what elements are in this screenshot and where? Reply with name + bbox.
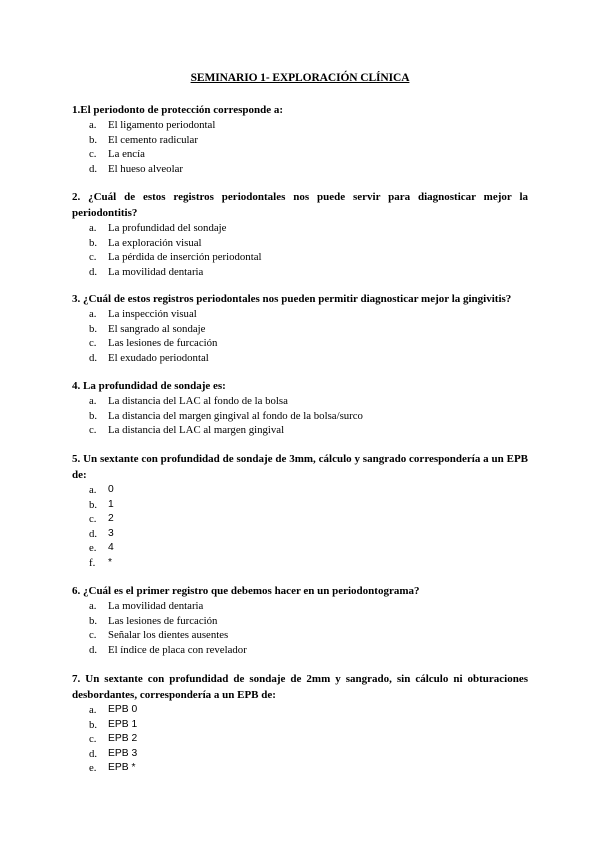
option-text: Señalar los dientes ausentes [108, 629, 229, 642]
option-item [72, 643, 528, 658]
option-item [72, 599, 528, 614]
option-letter: c. [89, 148, 97, 161]
question-text: 6. ¿Cuál es el primer registro que debemos hacer en un periodontograma? [72, 585, 420, 597]
question-1 [72, 102, 528, 176]
option-letter: c. [89, 513, 97, 526]
option-text: EPB * [108, 762, 136, 774]
option-letter: d. [89, 643, 98, 656]
option-letter: b. [89, 133, 98, 146]
option-text: La movilidad dentaria [108, 600, 204, 612]
option-item [72, 483, 528, 498]
option-letter: b. [89, 409, 98, 422]
option-letter: b. [89, 236, 98, 249]
option-letter: a. [89, 395, 97, 407]
option-letter: d. [89, 351, 98, 364]
question-text: 4. La profundidad de sondaje es: [72, 380, 226, 392]
option-item [72, 614, 528, 629]
option-list [72, 483, 528, 571]
option-text: La movilidad dentaria [108, 265, 204, 278]
option-list [72, 703, 528, 776]
option-list [72, 118, 528, 176]
option-text: El ligamento periodontal [108, 119, 216, 131]
option-item [72, 250, 528, 265]
option-text: 3 [108, 527, 114, 539]
option-text: El cemento radicular [108, 133, 198, 146]
option-text: El exudado periodontal [108, 351, 209, 364]
option-text: Las lesiones de furcación [108, 614, 218, 627]
option-item [72, 423, 528, 438]
option-text: 0 [108, 484, 114, 495]
option-item [72, 221, 528, 236]
option-item [72, 336, 528, 351]
option-text: 2 [108, 513, 114, 525]
question-text: 2. ¿Cuál de estos registros periodontales nos puede servir para diagnosticar mejor la periodontitis? [72, 191, 528, 219]
option-list [72, 599, 528, 657]
option-item [72, 394, 528, 409]
option-text: La pérdida de inserción periodontal [108, 251, 262, 264]
option-letter: c. [89, 337, 97, 350]
question-6 [72, 583, 528, 657]
option-item [72, 265, 528, 280]
option-item [72, 512, 528, 527]
option-item [72, 236, 528, 251]
option-letter: c. [89, 733, 97, 746]
option-text: EPB 3 [108, 747, 138, 759]
option-letter: b. [89, 718, 98, 731]
option-letter: a. [89, 600, 97, 612]
option-letter: c. [89, 629, 97, 642]
question-text: 3. ¿Cuál de estos registros periodontales nos pueden permitir diagnosticar mejor la gingivitis? [72, 293, 512, 305]
option-letter: c. [89, 251, 97, 264]
option-text: La exploración visual [108, 236, 202, 249]
option-text: La inspección visual [108, 308, 197, 320]
question-text: 7. Un sextante con profundidad de sondaje de 2mm y sangrado, sin cálculo ni obturaciones desbordantes, correspondería a un EPB de: [72, 673, 528, 701]
option-item [72, 118, 528, 133]
option-item [72, 162, 528, 177]
option-text: EPB 1 [108, 718, 138, 730]
option-item [72, 761, 528, 776]
option-item [72, 147, 528, 162]
question-text: 1.El periodonto de protección corresponde a: [72, 104, 284, 116]
option-list [72, 221, 528, 279]
question-text: 5. Un sextante con profundidad de sondaje de 3mm, cálculo y sangrado correspondería a un EPB de: [72, 453, 528, 481]
option-text: La distancia del LAC al fondo de la bolsa [108, 395, 288, 407]
option-item [72, 718, 528, 733]
option-text: Las lesiones de furcación [108, 337, 218, 350]
option-item [72, 498, 528, 513]
option-item [72, 133, 528, 148]
option-text: EPB 2 [108, 733, 138, 745]
option-text: * [108, 556, 113, 568]
question-2 [72, 189, 528, 279]
question-4 [72, 378, 528, 438]
option-item [72, 556, 528, 571]
option-text: El índice de placa con revelador [108, 643, 247, 656]
option-letter: a. [89, 484, 97, 496]
option-text: 4 [108, 542, 114, 554]
option-text: El sangrado al sondaje [108, 322, 206, 335]
option-letter: e. [89, 762, 97, 775]
option-letter: f. [89, 556, 96, 569]
option-item [72, 409, 528, 424]
option-item [72, 628, 528, 643]
option-letter: c. [89, 424, 97, 437]
option-text: La distancia del LAC al margen gingival [108, 424, 285, 437]
page-title: SEMINARIO 1- EXPLORACIÓN CLÍNICA [190, 72, 410, 84]
option-text: EPB 0 [108, 704, 138, 715]
option-letter: b. [89, 614, 98, 627]
option-letter: e. [89, 542, 97, 555]
option-letter: d. [89, 747, 98, 760]
option-letter: a. [89, 222, 97, 234]
option-list [72, 307, 528, 365]
option-letter: d. [89, 162, 98, 175]
option-item [72, 703, 528, 718]
option-letter: a. [89, 704, 97, 716]
option-item [72, 732, 528, 747]
option-list [72, 394, 528, 438]
option-item [72, 351, 528, 366]
option-letter: d. [89, 527, 98, 540]
option-item [72, 527, 528, 542]
option-text: La profundidad del sondaje [108, 222, 227, 234]
option-text: 1 [108, 498, 114, 510]
option-item [72, 747, 528, 762]
option-item [72, 307, 528, 322]
option-letter: a. [89, 308, 97, 320]
option-letter: a. [89, 119, 97, 131]
option-text: La distancia del margen gingival al fondo de la bolsa/surco [108, 409, 363, 422]
option-letter: b. [89, 498, 98, 511]
option-item [72, 322, 528, 337]
option-text: El hueso alveolar [108, 162, 183, 175]
option-letter: b. [89, 322, 98, 335]
question-5 [72, 451, 528, 571]
option-letter: d. [89, 265, 98, 278]
option-text: La encía [108, 148, 145, 161]
option-item [72, 541, 528, 556]
question-7 [72, 671, 528, 776]
question-3 [72, 291, 528, 365]
